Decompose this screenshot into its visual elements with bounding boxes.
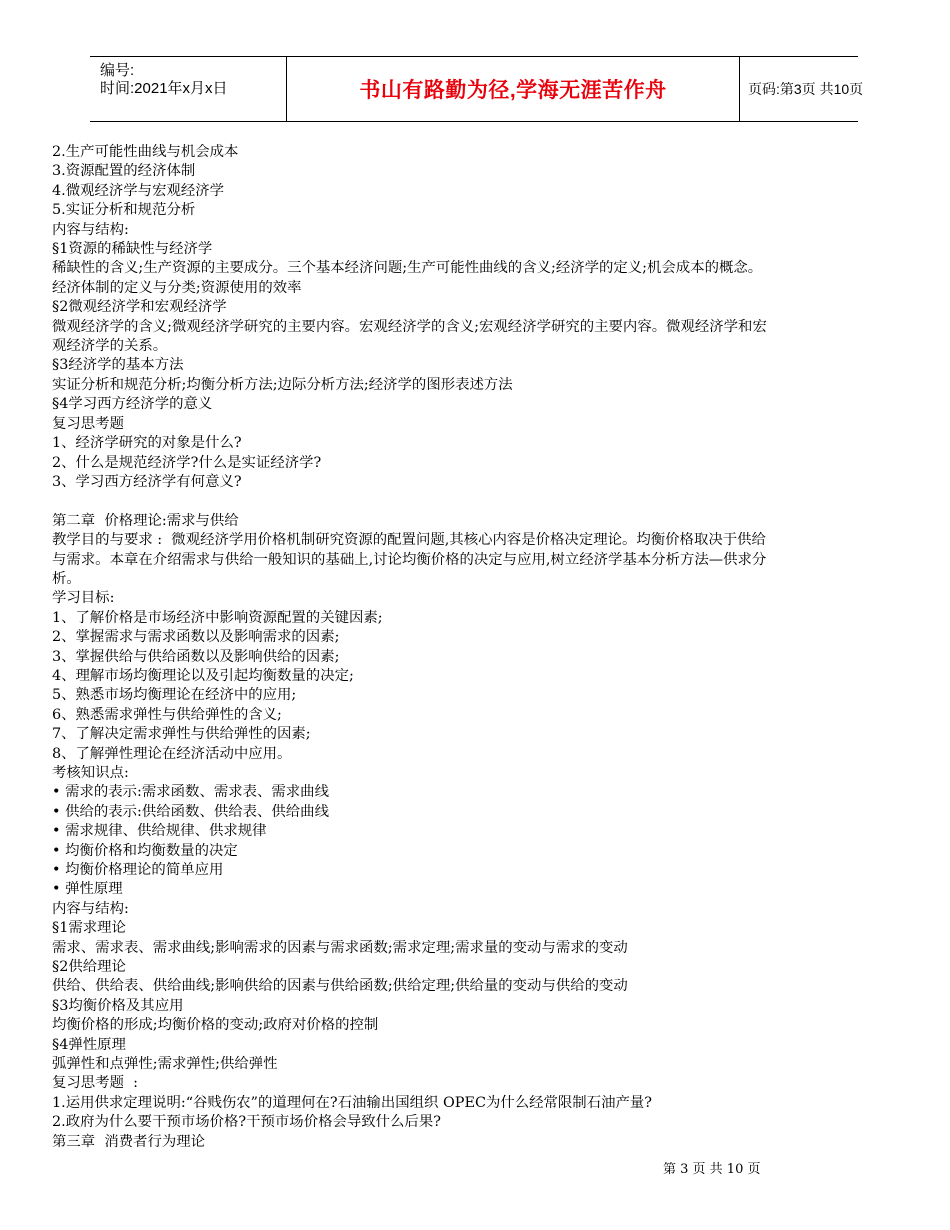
text-line: 第二章 价格理论:需求与供给 — [52, 512, 239, 529]
text-line: 与需求。本章在介绍需求与供给一般知识的基础上,讨论均衡价格的决定与应用,树立经济学基本分析方法—供求分 — [52, 551, 767, 568]
text-line: 供给、供给表、供给曲线;影响供给的因素与供给函数;供给定理;供给量的变动与供给的变动 — [52, 978, 628, 995]
text-line: 1、了解价格是市场经济中影响资源配置的关键因素; — [52, 609, 383, 626]
text-line: 2、什么是规范经济学?什么是实证经济学? — [52, 454, 322, 471]
text-line: 2.政府为什么要干预市场价格?干预市场价格会导致什么后果? — [52, 1114, 441, 1131]
text-line: 复习思考题 : — [52, 1075, 138, 1092]
bullet-list-item: • 均衡价格理论的简单应用 — [52, 861, 912, 880]
text-line: 析。 — [52, 570, 81, 587]
text-line: 内容与结构: — [52, 221, 129, 238]
text-line: 2、掌握需求与需求函数以及影响需求的因素; — [52, 629, 340, 646]
text-line: §2微观经济学和宏观经济学 — [52, 299, 227, 316]
header-page-number: 页码:第3页 共10页 — [748, 81, 864, 97]
bullet-list-item: • 需求的表示:需求函数、需求表、需求曲线 — [52, 783, 912, 802]
bullet-list-item: • 供给的表示:供给函数、供给表、供给曲线 — [52, 803, 912, 822]
text-line: 3.资源配置的经济体制 — [52, 163, 196, 180]
header-meta-cell — [90, 57, 286, 121]
text-line: §4学习西方经济学的意义 — [52, 396, 213, 413]
text-line: 3、学习西方经济学有何意义? — [52, 473, 242, 490]
text-line: 稀缺性的含义;生产资源的主要成分。三个基本经济问题;生产可能性曲线的含义;经济学的定义;机会成本的概念。 — [52, 260, 763, 277]
text-line: §2供给理论 — [52, 959, 126, 976]
document-number-label: 编号: — [100, 62, 135, 79]
text-line: §1资源的稀缺性与经济学 — [52, 241, 213, 258]
text-line: 4、理解市场均衡理论以及引起均衡数量的决定; — [52, 667, 354, 684]
text-line: 实证分析和规范分析;均衡分析方法;边际分析方法;经济学的图形表述方法 — [52, 376, 513, 393]
text-line: 观经济学的关系。 — [52, 338, 168, 355]
motto-text: 书山有路勤为径,学海无涯苦作舟 — [359, 79, 667, 102]
text-line: 教学目的与要求 : 微观经济学用价格机制研究资源的配置问题,其核心内容是价格决定理论。均衡价格取决于供给 — [52, 532, 766, 549]
text-line: 1.运用供求定理说明:“谷贱伤农”的道理何在?石油输出国组织 OPEC为什么经常限制石油产量? — [52, 1094, 652, 1111]
text-line: 4.微观经济学与宏观经济学 — [52, 182, 225, 199]
document-body — [52, 143, 912, 1152]
text-line: 复习思考题 — [52, 415, 124, 432]
text-line: 均衡价格的形成;均衡价格的变动;政府对价格的控制 — [52, 1017, 379, 1034]
text-line: 2.生产可能性曲线与机会成本 — [52, 144, 239, 160]
text-line: 内容与结构: — [52, 900, 129, 917]
text-line: 3、掌握供给与供给函数以及影响供给的因素; — [52, 648, 340, 665]
text-line: 5、熟悉市场均衡理论在经济中的应用; — [52, 687, 297, 704]
header-page-cell — [738, 57, 864, 121]
text-line: 考核知识点: — [52, 764, 129, 781]
page-header — [90, 56, 864, 122]
text-line: 弧弹性和点弹性;需求弹性;供给弹性 — [52, 1056, 278, 1073]
text-line: 1、经济学研究的对象是什么? — [52, 435, 242, 452]
text-line: 第三章 消费者行为理论 — [52, 1133, 206, 1150]
blank-line — [52, 492, 912, 511]
text-line: 需求、需求表、需求曲线;影响需求的因素与需求函数;需求定理;需求量的变动与需求的变动 — [52, 939, 628, 956]
text-line: 经济体制的定义与分类;资源使用的效率 — [52, 279, 302, 296]
text-line: 学习目标: — [52, 590, 115, 607]
bullet-list-item: • 弹性原理 — [52, 880, 912, 899]
text-line: §1需求理论 — [52, 920, 126, 937]
text-line: §3均衡价格及其应用 — [52, 997, 184, 1014]
text-line: 8、了解弹性理论在经济活动中应用。 — [52, 745, 292, 762]
text-line: 7、了解决定需求弹性与供给弹性的因素; — [52, 726, 311, 743]
document-time-label: 时间:2021年x月x日 — [100, 80, 228, 97]
text-line: §4弹性原理 — [52, 1036, 126, 1053]
text-line: 5.实证分析和规范分析 — [52, 202, 196, 219]
text-line: §3经济学的基本方法 — [52, 357, 184, 374]
bullet-list-item: • 均衡价格和均衡数量的决定 — [52, 842, 912, 861]
header-motto-cell — [286, 57, 740, 121]
text-line: 微观经济学的含义;微观经济学研究的主要内容。宏观经济学的含义;宏观经济学研究的主要内容。微观经济学和宏 — [52, 318, 767, 335]
bullet-list-item: • 需求规律、供给规律、供求规律 — [52, 822, 912, 841]
text-line: 6、熟悉需求弹性与供给弹性的含义; — [52, 706, 282, 723]
page-footer: 第 3 页 共 10 页 — [663, 1162, 761, 1177]
